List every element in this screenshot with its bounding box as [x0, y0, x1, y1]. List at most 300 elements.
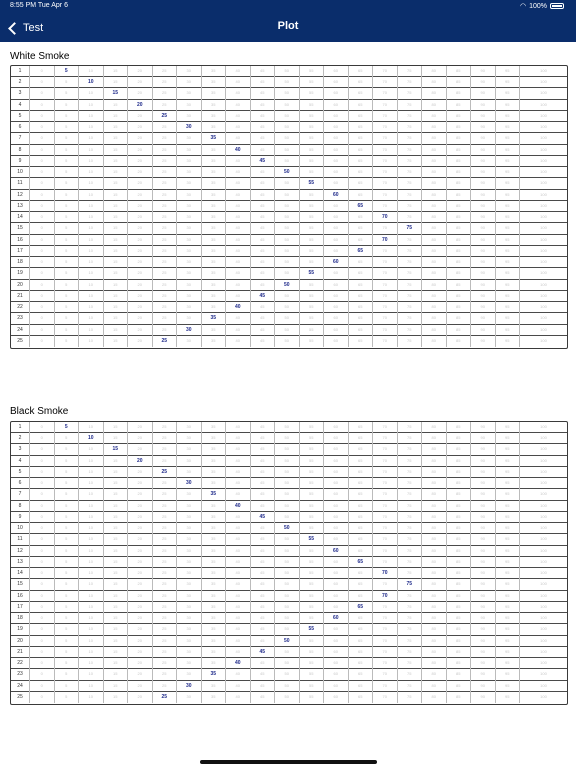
selected-value-cell[interactable]: 20: [128, 100, 153, 111]
value-cell[interactable]: 30: [177, 624, 202, 635]
value-cell[interactable]: 50: [275, 613, 300, 624]
value-cell[interactable]: 70: [373, 280, 398, 291]
value-cell[interactable]: 55: [300, 156, 325, 167]
value-cell[interactable]: 75: [398, 77, 423, 88]
value-cell[interactable]: 65: [349, 613, 374, 624]
value-cell[interactable]: 45: [251, 681, 276, 692]
value-cell[interactable]: 60: [324, 456, 349, 467]
value-cell[interactable]: 20: [128, 88, 153, 99]
selected-value-cell[interactable]: 25: [153, 111, 178, 122]
value-cell[interactable]: 80: [422, 433, 447, 444]
value-cell[interactable]: 90: [471, 489, 496, 500]
selected-value-cell[interactable]: 40: [226, 658, 251, 669]
value-cell[interactable]: 65: [349, 336, 374, 347]
value-cell[interactable]: 20: [128, 523, 153, 534]
value-cell[interactable]: 0: [30, 489, 55, 500]
value-cell[interactable]: 60: [324, 501, 349, 512]
value-cell[interactable]: 25: [153, 212, 178, 223]
value-cell[interactable]: 20: [128, 568, 153, 579]
value-cell[interactable]: 10: [79, 444, 104, 455]
value-cell[interactable]: 40: [226, 291, 251, 302]
value-cell[interactable]: 0: [30, 444, 55, 455]
value-cell[interactable]: 70: [373, 433, 398, 444]
value-cell[interactable]: 75: [398, 190, 423, 201]
value-cell[interactable]: 50: [275, 478, 300, 489]
value-cell[interactable]: 40: [226, 66, 251, 77]
value-cell[interactable]: 55: [300, 636, 325, 647]
value-cell[interactable]: 50: [275, 512, 300, 523]
value-cell[interactable]: 25: [153, 591, 178, 602]
value-cell[interactable]: 0: [30, 534, 55, 545]
value-cell[interactable]: 80: [422, 512, 447, 523]
value-cell[interactable]: 90: [471, 235, 496, 246]
value-cell[interactable]: 55: [300, 681, 325, 692]
value-cell[interactable]: 40: [226, 223, 251, 234]
value-cell[interactable]: 40: [226, 167, 251, 178]
value-cell[interactable]: 95: [496, 489, 521, 500]
value-cell[interactable]: 100: [540, 446, 547, 452]
value-cell[interactable]: 100: [540, 558, 547, 564]
value-cell[interactable]: 65: [349, 111, 374, 122]
value-cell[interactable]: 90: [471, 325, 496, 336]
value-cell[interactable]: 25: [153, 235, 178, 246]
value-cell[interactable]: 30: [177, 246, 202, 257]
value-cell[interactable]: 100: [540, 326, 547, 332]
value-cell[interactable]: 45: [251, 579, 276, 590]
value-cell[interactable]: 75: [398, 313, 423, 324]
value-cell[interactable]: 5: [55, 478, 80, 489]
value-cell[interactable]: 100: [540, 682, 547, 688]
value-cell[interactable]: 95: [496, 501, 521, 512]
value-cell[interactable]: 85: [447, 291, 472, 302]
value-cell[interactable]: 65: [349, 523, 374, 534]
value-cell[interactable]: 15: [104, 501, 129, 512]
value-cell[interactable]: 30: [177, 523, 202, 534]
value-cell[interactable]: 50: [275, 568, 300, 579]
value-cell[interactable]: 75: [398, 512, 423, 523]
value-cell[interactable]: 85: [447, 647, 472, 658]
value-cell[interactable]: 45: [251, 77, 276, 88]
value-cell[interactable]: 65: [349, 546, 374, 557]
value-cell[interactable]: 75: [398, 201, 423, 212]
value-cell[interactable]: 20: [128, 692, 153, 703]
value-cell[interactable]: 85: [447, 212, 472, 223]
value-cell[interactable]: 5: [55, 223, 80, 234]
value-cell[interactable]: 75: [398, 111, 423, 122]
selected-value-cell[interactable]: 55: [300, 624, 325, 635]
value-cell[interactable]: 30: [177, 501, 202, 512]
value-cell[interactable]: 85: [447, 133, 472, 144]
value-cell[interactable]: 35: [202, 624, 227, 635]
value-cell[interactable]: 85: [447, 280, 472, 291]
value-cell[interactable]: 40: [226, 313, 251, 324]
value-cell[interactable]: 0: [30, 433, 55, 444]
value-cell[interactable]: 25: [153, 636, 178, 647]
value-cell[interactable]: 5: [55, 624, 80, 635]
value-cell[interactable]: 85: [447, 512, 472, 523]
value-cell[interactable]: 85: [447, 624, 472, 635]
value-cell[interactable]: 70: [373, 156, 398, 167]
value-cell[interactable]: 45: [251, 88, 276, 99]
value-cell[interactable]: 15: [104, 489, 129, 500]
value-cell[interactable]: 15: [104, 122, 129, 133]
value-cell[interactable]: 100: [540, 101, 547, 107]
value-cell[interactable]: 90: [471, 602, 496, 613]
value-cell[interactable]: 0: [30, 302, 55, 313]
value-cell[interactable]: 5: [55, 523, 80, 534]
value-cell[interactable]: 20: [128, 156, 153, 167]
selected-value-cell[interactable]: 60: [324, 546, 349, 557]
value-cell[interactable]: 40: [226, 100, 251, 111]
value-cell[interactable]: 10: [79, 624, 104, 635]
value-cell[interactable]: 45: [251, 280, 276, 291]
value-cell[interactable]: 85: [447, 313, 472, 324]
value-cell[interactable]: 60: [324, 444, 349, 455]
value-cell[interactable]: 40: [226, 591, 251, 602]
value-cell[interactable]: 100: [540, 435, 547, 441]
value-cell[interactable]: 50: [275, 201, 300, 212]
value-cell[interactable]: 25: [153, 88, 178, 99]
value-cell[interactable]: 55: [300, 602, 325, 613]
value-cell[interactable]: 55: [300, 579, 325, 590]
value-cell[interactable]: 10: [79, 246, 104, 257]
value-cell[interactable]: 50: [275, 77, 300, 88]
value-cell[interactable]: 70: [373, 223, 398, 234]
value-cell[interactable]: 70: [373, 268, 398, 279]
value-cell[interactable]: 70: [373, 133, 398, 144]
value-cell[interactable]: 25: [153, 456, 178, 467]
value-cell[interactable]: 20: [128, 422, 153, 433]
value-cell[interactable]: 55: [300, 613, 325, 624]
value-cell[interactable]: 5: [55, 100, 80, 111]
value-cell[interactable]: 65: [349, 636, 374, 647]
value-cell[interactable]: 40: [226, 669, 251, 680]
value-cell[interactable]: 15: [104, 156, 129, 167]
value-cell[interactable]: 40: [226, 534, 251, 545]
value-cell[interactable]: 5: [55, 178, 80, 189]
selected-value-cell[interactable]: 10: [79, 77, 104, 88]
value-cell[interactable]: 75: [398, 681, 423, 692]
value-cell[interactable]: 35: [202, 613, 227, 624]
value-cell[interactable]: 30: [177, 167, 202, 178]
value-cell[interactable]: 80: [422, 568, 447, 579]
value-cell[interactable]: 40: [226, 681, 251, 692]
selected-value-cell[interactable]: 50: [275, 167, 300, 178]
value-cell[interactable]: 65: [349, 467, 374, 478]
value-cell[interactable]: 20: [128, 280, 153, 291]
value-cell[interactable]: 40: [226, 647, 251, 658]
value-cell[interactable]: 0: [30, 692, 55, 703]
value-cell[interactable]: 70: [373, 681, 398, 692]
value-cell[interactable]: 95: [496, 624, 521, 635]
value-cell[interactable]: 90: [471, 212, 496, 223]
value-cell[interactable]: 15: [104, 456, 129, 467]
value-cell[interactable]: 95: [496, 156, 521, 167]
value-cell[interactable]: 90: [471, 669, 496, 680]
value-cell[interactable]: 15: [104, 212, 129, 223]
value-cell[interactable]: 25: [153, 167, 178, 178]
value-cell[interactable]: 10: [79, 100, 104, 111]
value-cell[interactable]: 45: [251, 591, 276, 602]
value-cell[interactable]: 0: [30, 280, 55, 291]
value-cell[interactable]: 90: [471, 613, 496, 624]
value-cell[interactable]: 90: [471, 546, 496, 557]
value-cell[interactable]: 90: [471, 302, 496, 313]
value-cell[interactable]: 15: [104, 336, 129, 347]
value-cell[interactable]: 10: [79, 122, 104, 133]
value-cell[interactable]: 20: [128, 145, 153, 156]
value-cell[interactable]: 80: [422, 546, 447, 557]
value-cell[interactable]: 60: [324, 489, 349, 500]
value-cell[interactable]: 95: [496, 681, 521, 692]
value-cell[interactable]: 70: [373, 325, 398, 336]
value-cell[interactable]: 55: [300, 122, 325, 133]
value-cell[interactable]: 95: [496, 111, 521, 122]
value-cell[interactable]: 95: [496, 133, 521, 144]
value-cell[interactable]: 20: [128, 489, 153, 500]
value-cell[interactable]: 75: [398, 669, 423, 680]
value-cell[interactable]: 90: [471, 167, 496, 178]
value-cell[interactable]: 100: [540, 502, 547, 508]
value-cell[interactable]: 70: [373, 579, 398, 590]
value-cell[interactable]: 35: [202, 88, 227, 99]
value-cell[interactable]: 100: [540, 281, 547, 287]
value-cell[interactable]: 60: [324, 681, 349, 692]
value-cell[interactable]: 100: [540, 581, 547, 587]
value-cell[interactable]: 95: [496, 534, 521, 545]
value-cell[interactable]: 15: [104, 602, 129, 613]
value-cell[interactable]: 10: [79, 178, 104, 189]
value-cell[interactable]: 20: [128, 579, 153, 590]
value-cell[interactable]: 15: [104, 302, 129, 313]
value-cell[interactable]: 60: [324, 268, 349, 279]
value-cell[interactable]: 35: [202, 268, 227, 279]
value-cell[interactable]: 95: [496, 647, 521, 658]
value-cell[interactable]: 80: [422, 692, 447, 703]
value-cell[interactable]: 65: [349, 501, 374, 512]
value-cell[interactable]: 40: [226, 190, 251, 201]
selected-value-cell[interactable]: 70: [373, 568, 398, 579]
value-cell[interactable]: 80: [422, 647, 447, 658]
value-cell[interactable]: 0: [30, 212, 55, 223]
value-cell[interactable]: 55: [300, 422, 325, 433]
value-cell[interactable]: 35: [202, 201, 227, 212]
value-cell[interactable]: 80: [422, 456, 447, 467]
value-cell[interactable]: 45: [251, 658, 276, 669]
value-cell[interactable]: 20: [128, 223, 153, 234]
value-cell[interactable]: 80: [422, 557, 447, 568]
value-cell[interactable]: 35: [202, 291, 227, 302]
value-cell[interactable]: 85: [447, 88, 472, 99]
value-cell[interactable]: 85: [447, 325, 472, 336]
value-cell[interactable]: 15: [104, 325, 129, 336]
selected-value-cell[interactable]: 70: [373, 591, 398, 602]
value-cell[interactable]: 85: [447, 66, 472, 77]
value-cell[interactable]: 80: [422, 669, 447, 680]
value-cell[interactable]: 100: [540, 157, 547, 163]
value-cell[interactable]: 15: [104, 467, 129, 478]
value-cell[interactable]: 45: [251, 111, 276, 122]
selected-value-cell[interactable]: 65: [349, 602, 374, 613]
value-cell[interactable]: 95: [496, 636, 521, 647]
value-cell[interactable]: 40: [226, 122, 251, 133]
value-cell[interactable]: 70: [373, 636, 398, 647]
value-cell[interactable]: 90: [471, 201, 496, 212]
value-cell[interactable]: 50: [275, 313, 300, 324]
value-cell[interactable]: 95: [496, 313, 521, 324]
value-cell[interactable]: 0: [30, 88, 55, 99]
value-cell[interactable]: 100: [540, 337, 547, 343]
value-cell[interactable]: 35: [202, 591, 227, 602]
value-cell[interactable]: 60: [324, 280, 349, 291]
value-cell[interactable]: 45: [251, 325, 276, 336]
value-cell[interactable]: 50: [275, 602, 300, 613]
value-cell[interactable]: 80: [422, 336, 447, 347]
value-cell[interactable]: 55: [300, 568, 325, 579]
value-cell[interactable]: 0: [30, 145, 55, 156]
value-cell[interactable]: 65: [349, 145, 374, 156]
value-cell[interactable]: 10: [79, 647, 104, 658]
value-cell[interactable]: 70: [373, 546, 398, 557]
value-cell[interactable]: 55: [300, 100, 325, 111]
value-cell[interactable]: 0: [30, 636, 55, 647]
value-cell[interactable]: 35: [202, 246, 227, 257]
value-cell[interactable]: 5: [55, 325, 80, 336]
value-cell[interactable]: 15: [104, 613, 129, 624]
value-cell[interactable]: 80: [422, 444, 447, 455]
value-cell[interactable]: 70: [373, 201, 398, 212]
value-cell[interactable]: 20: [128, 467, 153, 478]
value-cell[interactable]: 50: [275, 557, 300, 568]
value-cell[interactable]: 10: [79, 669, 104, 680]
value-cell[interactable]: 15: [104, 568, 129, 579]
value-cell[interactable]: 50: [275, 325, 300, 336]
selected-value-cell[interactable]: 40: [226, 145, 251, 156]
value-cell[interactable]: 15: [104, 433, 129, 444]
value-cell[interactable]: 50: [275, 302, 300, 313]
value-cell[interactable]: 85: [447, 591, 472, 602]
value-cell[interactable]: 50: [275, 223, 300, 234]
value-cell[interactable]: 50: [275, 534, 300, 545]
value-cell[interactable]: 95: [496, 100, 521, 111]
value-cell[interactable]: 40: [226, 257, 251, 268]
value-cell[interactable]: 0: [30, 167, 55, 178]
value-cell[interactable]: 55: [300, 523, 325, 534]
value-cell[interactable]: 75: [398, 444, 423, 455]
value-cell[interactable]: 85: [447, 501, 472, 512]
value-cell[interactable]: 70: [373, 647, 398, 658]
value-cell[interactable]: 60: [324, 557, 349, 568]
value-cell[interactable]: 0: [30, 325, 55, 336]
value-cell[interactable]: 15: [104, 133, 129, 144]
selected-value-cell[interactable]: 65: [349, 557, 374, 568]
value-cell[interactable]: 75: [398, 156, 423, 167]
value-cell[interactable]: 45: [251, 122, 276, 133]
selected-value-cell[interactable]: 30: [177, 681, 202, 692]
value-cell[interactable]: 35: [202, 336, 227, 347]
value-cell[interactable]: 65: [349, 122, 374, 133]
value-cell[interactable]: 95: [496, 433, 521, 444]
value-cell[interactable]: 25: [153, 681, 178, 692]
value-cell[interactable]: 45: [251, 422, 276, 433]
value-cell[interactable]: 40: [226, 422, 251, 433]
value-cell[interactable]: 55: [300, 546, 325, 557]
value-cell[interactable]: 55: [300, 456, 325, 467]
value-cell[interactable]: 10: [79, 223, 104, 234]
selected-value-cell[interactable]: 75: [398, 223, 423, 234]
value-cell[interactable]: 5: [55, 336, 80, 347]
value-cell[interactable]: 90: [471, 336, 496, 347]
value-cell[interactable]: 25: [153, 257, 178, 268]
value-cell[interactable]: 90: [471, 568, 496, 579]
value-cell[interactable]: 75: [398, 100, 423, 111]
value-cell[interactable]: 55: [300, 647, 325, 658]
value-cell[interactable]: 95: [496, 591, 521, 602]
value-cell[interactable]: 65: [349, 302, 374, 313]
value-cell[interactable]: 30: [177, 133, 202, 144]
value-cell[interactable]: 20: [128, 557, 153, 568]
value-cell[interactable]: 70: [373, 167, 398, 178]
value-cell[interactable]: 100: [540, 180, 547, 186]
value-cell[interactable]: 65: [349, 280, 374, 291]
value-cell[interactable]: 80: [422, 100, 447, 111]
value-cell[interactable]: 100: [540, 637, 547, 643]
value-cell[interactable]: 70: [373, 624, 398, 635]
value-cell[interactable]: 40: [226, 325, 251, 336]
value-cell[interactable]: 80: [422, 613, 447, 624]
selected-value-cell[interactable]: 5: [55, 422, 80, 433]
value-cell[interactable]: 80: [422, 489, 447, 500]
value-cell[interactable]: 25: [153, 145, 178, 156]
value-cell[interactable]: 10: [79, 591, 104, 602]
value-cell[interactable]: 5: [55, 602, 80, 613]
value-cell[interactable]: 90: [471, 268, 496, 279]
value-cell[interactable]: 35: [202, 501, 227, 512]
value-cell[interactable]: 80: [422, 624, 447, 635]
value-cell[interactable]: 30: [177, 190, 202, 201]
value-cell[interactable]: 100: [540, 660, 547, 666]
value-cell[interactable]: 0: [30, 246, 55, 257]
value-cell[interactable]: 40: [226, 268, 251, 279]
value-cell[interactable]: 30: [177, 636, 202, 647]
value-cell[interactable]: 95: [496, 658, 521, 669]
value-cell[interactable]: 15: [104, 223, 129, 234]
value-cell[interactable]: 20: [128, 613, 153, 624]
value-cell[interactable]: 55: [300, 325, 325, 336]
value-cell[interactable]: 55: [300, 658, 325, 669]
value-cell[interactable]: 100: [540, 626, 547, 632]
value-cell[interactable]: 5: [55, 647, 80, 658]
value-cell[interactable]: 80: [422, 478, 447, 489]
value-cell[interactable]: 20: [128, 111, 153, 122]
value-cell[interactable]: 65: [349, 658, 374, 669]
value-cell[interactable]: 95: [496, 122, 521, 133]
value-cell[interactable]: 25: [153, 579, 178, 590]
selected-value-cell[interactable]: 60: [324, 613, 349, 624]
value-cell[interactable]: 30: [177, 557, 202, 568]
value-cell[interactable]: 50: [275, 66, 300, 77]
value-cell[interactable]: 95: [496, 167, 521, 178]
value-cell[interactable]: 60: [324, 77, 349, 88]
value-cell[interactable]: 25: [153, 122, 178, 133]
value-cell[interactable]: 30: [177, 546, 202, 557]
value-cell[interactable]: 80: [422, 122, 447, 133]
value-cell[interactable]: 45: [251, 268, 276, 279]
value-cell[interactable]: 70: [373, 444, 398, 455]
value-cell[interactable]: 45: [251, 336, 276, 347]
value-cell[interactable]: 40: [226, 212, 251, 223]
value-cell[interactable]: 30: [177, 212, 202, 223]
